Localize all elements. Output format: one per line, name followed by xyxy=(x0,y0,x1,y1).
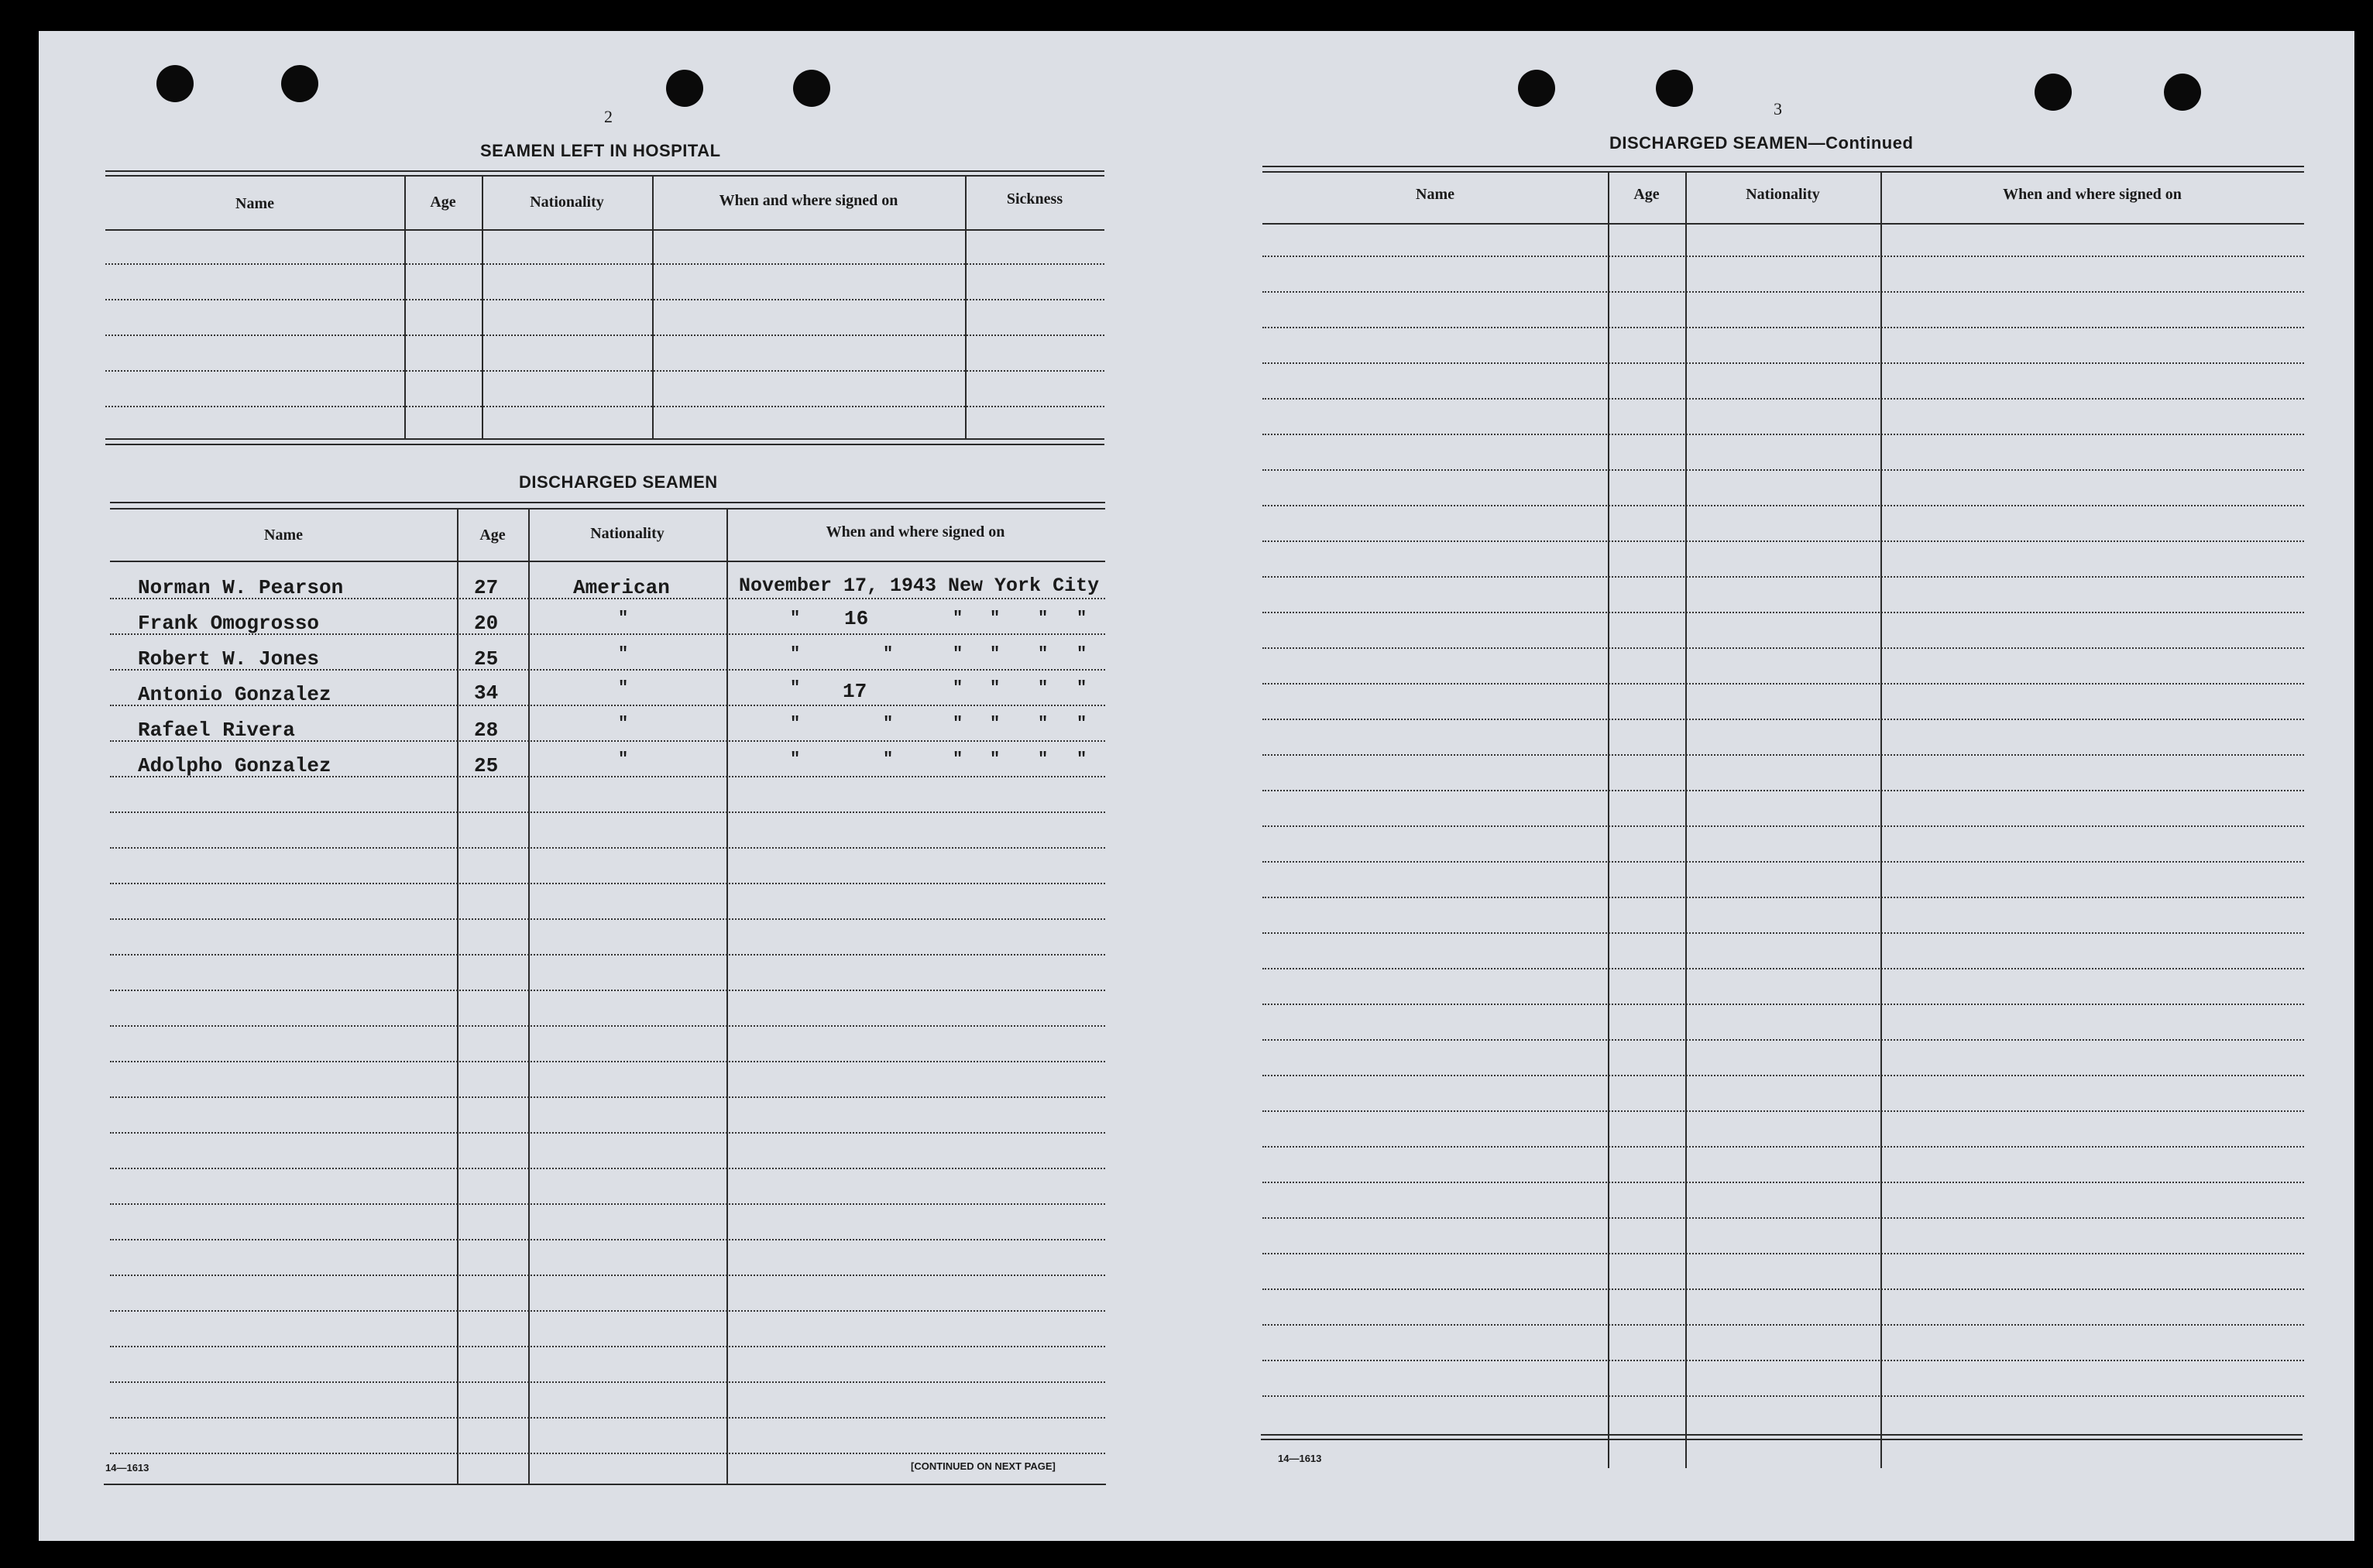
seaman-signed-day: 16 xyxy=(844,607,869,630)
ruled-line xyxy=(1262,434,2304,435)
continued-header-nationality: Nationality xyxy=(1746,186,1820,203)
ditto-mark: " xyxy=(953,609,963,628)
seaman-age: 27 xyxy=(474,576,499,599)
ruled-line xyxy=(1262,1110,2304,1112)
ditto-mark: " xyxy=(618,714,629,733)
ditto-mark: " xyxy=(618,678,629,698)
ruled-line xyxy=(110,954,1105,956)
ruled-line xyxy=(1262,505,2304,506)
ditto-mark: " xyxy=(618,644,629,664)
seaman-age: 20 xyxy=(474,612,499,635)
ditto-mark: " xyxy=(1077,678,1087,698)
ditto-mark: " xyxy=(953,714,963,733)
ditto-mark: " xyxy=(883,714,894,733)
ruled-line xyxy=(1262,1182,2304,1183)
ruled-line xyxy=(110,990,1105,991)
seaman-signed-day: 17 xyxy=(843,680,867,703)
ditto-mark: " xyxy=(990,678,1001,698)
punch-hole xyxy=(1656,70,1693,107)
ditto-mark: " xyxy=(1038,750,1049,769)
ruled-line xyxy=(110,1346,1105,1347)
ruled-line xyxy=(1262,576,2304,578)
ruled-line xyxy=(1262,256,2304,257)
discharged-header-name: Name xyxy=(264,527,303,544)
discharged-header-nationality: Nationality xyxy=(590,525,665,542)
continued-header-signed-on: When and where signed on xyxy=(2003,186,2182,203)
seaman-name: Antonio Gonzalez xyxy=(138,683,331,706)
hospital-header-signed-on: When and where signed on xyxy=(719,192,898,209)
ruled-line xyxy=(110,1453,1105,1454)
ditto-mark: " xyxy=(1077,644,1087,664)
ditto-mark: " xyxy=(990,750,1001,769)
ruled-line xyxy=(1262,754,2304,756)
seaman-name: Norman W. Pearson xyxy=(138,576,344,599)
discharged-table-title: DISCHARGED SEAMEN xyxy=(519,472,718,492)
document-sheet xyxy=(39,31,2354,1541)
ruled-line xyxy=(1262,932,2304,934)
seaman-name: Adolpho Gonzalez xyxy=(138,754,331,777)
discharged-continued-title: DISCHARGED SEAMEN—Continued xyxy=(1609,133,1914,153)
ruled-line xyxy=(1262,291,2304,293)
ruled-line xyxy=(110,1096,1105,1098)
ruled-line xyxy=(110,1417,1105,1419)
hospital-header-name: Name xyxy=(235,195,274,212)
ruled-line xyxy=(1262,1253,2304,1254)
ruled-line xyxy=(110,918,1105,920)
ruled-line xyxy=(1262,1039,2304,1041)
ruled-line xyxy=(110,883,1105,884)
seaman-nationality: American xyxy=(573,576,670,599)
ditto-mark: " xyxy=(953,644,963,664)
seaman-signed-on: November 17, 1943 New York City xyxy=(739,575,1100,597)
punch-hole xyxy=(793,70,830,107)
ditto-mark: " xyxy=(790,750,801,769)
ditto-mark: " xyxy=(618,609,629,628)
continued-note: [CONTINUED ON NEXT PAGE] xyxy=(911,1460,1056,1472)
ruled-line xyxy=(110,1203,1105,1205)
ruled-line xyxy=(1262,897,2304,898)
ditto-mark: " xyxy=(883,750,894,769)
ditto-mark: " xyxy=(883,644,894,664)
continued-header-age: Age xyxy=(1633,186,1660,203)
ditto-mark: " xyxy=(790,644,801,664)
ruled-line xyxy=(110,1168,1105,1169)
continued-header-name: Name xyxy=(1416,186,1454,203)
ditto-mark: " xyxy=(953,750,963,769)
ruled-line xyxy=(1262,647,2304,649)
ditto-mark: " xyxy=(790,678,801,698)
ditto-mark: " xyxy=(990,609,1001,628)
hospital-table-title: SEAMEN LEFT IN HOSPITAL xyxy=(480,141,721,160)
form-number: 14—1613 xyxy=(1278,1453,1322,1464)
ditto-mark: " xyxy=(1038,609,1049,628)
punch-hole xyxy=(666,70,703,107)
punch-hole xyxy=(2035,74,2072,111)
ruled-line xyxy=(1262,398,2304,400)
ditto-mark: " xyxy=(1038,714,1049,733)
ruled-line xyxy=(110,1381,1105,1383)
ruled-line xyxy=(1262,1288,2304,1290)
punch-hole xyxy=(156,65,194,102)
seaman-age: 28 xyxy=(474,719,499,742)
seaman-name: Rafael Rivera xyxy=(138,719,295,742)
ditto-mark: " xyxy=(618,750,629,769)
ruled-line xyxy=(110,1310,1105,1312)
ruled-line xyxy=(110,847,1105,849)
page-number: 3 xyxy=(1774,99,1782,118)
ruled-line xyxy=(1262,612,2304,613)
punch-hole xyxy=(1518,70,1555,107)
ruled-line xyxy=(1262,1075,2304,1076)
ditto-mark: " xyxy=(790,714,801,733)
form-number: 14—1613 xyxy=(105,1462,149,1474)
ditto-mark: " xyxy=(953,678,963,698)
ruled-line xyxy=(1262,1324,2304,1326)
seaman-age: 25 xyxy=(474,647,499,671)
ruled-line xyxy=(1262,327,2304,328)
ruled-line xyxy=(1262,683,2304,684)
ditto-mark: " xyxy=(990,644,1001,664)
punch-hole xyxy=(281,65,318,102)
hospital-header-sickness: Sickness xyxy=(1006,190,1063,208)
ruled-line xyxy=(1262,469,2304,471)
hospital-header-nationality: Nationality xyxy=(530,194,604,211)
ditto-mark: " xyxy=(990,714,1001,733)
ruled-line xyxy=(1262,1146,2304,1148)
discharged-header-age: Age xyxy=(479,527,506,544)
punch-hole xyxy=(2164,74,2201,111)
ruled-line xyxy=(1262,1395,2304,1397)
ditto-mark: " xyxy=(1038,644,1049,664)
ruled-line xyxy=(110,1132,1105,1134)
seaman-name: Frank Omogrosso xyxy=(138,612,320,635)
ditto-mark: " xyxy=(1038,678,1049,698)
ditto-mark: " xyxy=(790,609,801,628)
ruled-line xyxy=(1262,861,2304,863)
ruled-line xyxy=(110,1275,1105,1276)
ruled-line xyxy=(1262,1217,2304,1219)
seaman-name: Robert W. Jones xyxy=(138,647,320,671)
ruled-line xyxy=(110,1061,1105,1062)
ruled-line xyxy=(1262,719,2304,720)
hospital-header-age: Age xyxy=(430,194,456,211)
ruled-line xyxy=(110,1239,1105,1240)
ditto-mark: " xyxy=(1077,750,1087,769)
ruled-line xyxy=(1262,790,2304,791)
ruled-line xyxy=(1262,968,2304,969)
seaman-age: 25 xyxy=(474,754,499,777)
ruled-line xyxy=(110,1025,1105,1027)
ruled-line xyxy=(1262,540,2304,542)
seaman-age: 34 xyxy=(474,681,499,705)
ruled-line xyxy=(110,811,1105,813)
ruled-line xyxy=(1262,362,2304,364)
ruled-line xyxy=(1262,825,2304,827)
ruled-line xyxy=(1262,1360,2304,1361)
page-number: 2 xyxy=(604,107,613,126)
discharged-header-signed-on: When and where signed on xyxy=(826,523,1005,540)
ditto-mark: " xyxy=(1077,609,1087,628)
ruled-line xyxy=(1262,1004,2304,1005)
ditto-mark: " xyxy=(1077,714,1087,733)
